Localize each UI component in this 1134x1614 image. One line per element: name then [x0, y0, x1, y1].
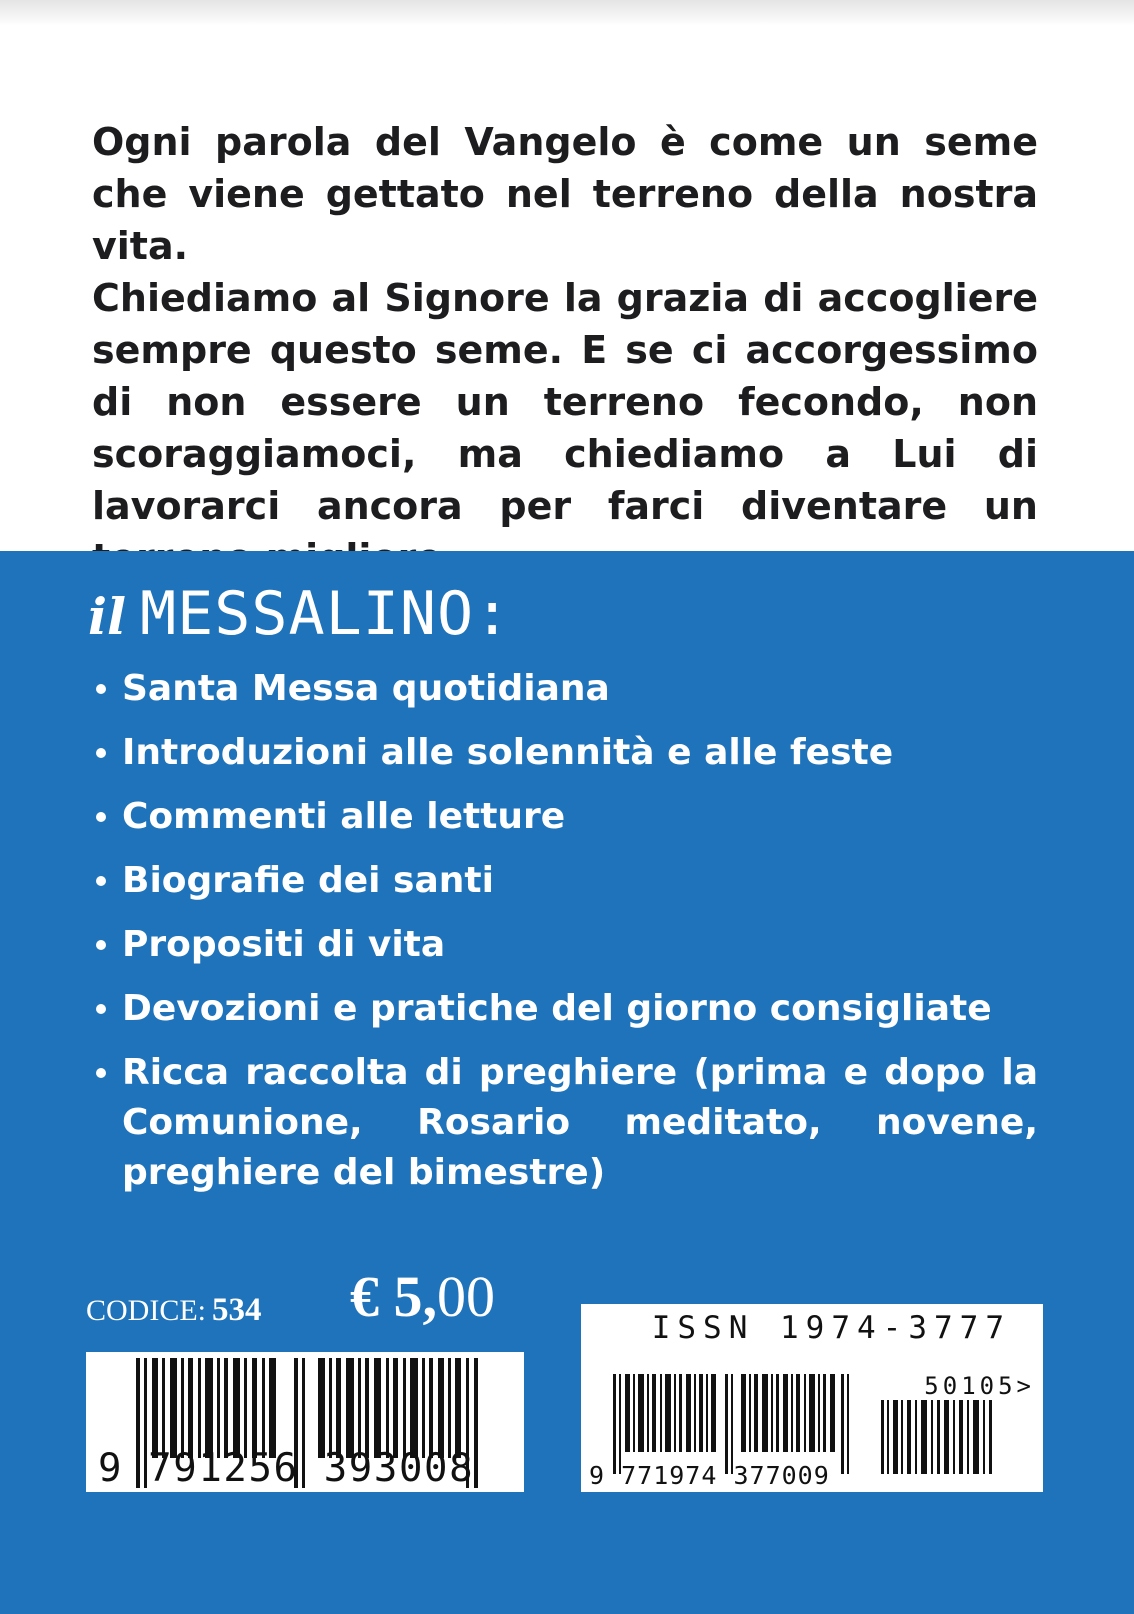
code-value: 534 [212, 1292, 262, 1328]
feature-item: Devozioni e pratiche del giorno consigliate [92, 984, 1038, 1034]
feature-item: Propositi di vita [92, 920, 1038, 970]
feature-item: Ricca raccolta di preghiere (prima e dopo la Comunione, Rosario meditato, novene, preghiere del bimestre) [92, 1048, 1038, 1198]
brand-name: MESSALINO: [140, 579, 512, 649]
price [350, 1264, 495, 1329]
issn-number: ISSN 1974-3777 [651, 1310, 1011, 1346]
feature-list [92, 664, 1038, 1212]
feature-item: Commenti alle letture [92, 792, 1038, 842]
quote-paragraph-1: Ogni parola del Vangelo è come un seme che viene gettato nel terreno della nostra vita. [92, 120, 1038, 268]
feature-item: Introduzioni alle solennità e alle feste [92, 728, 1038, 778]
feature-item: Biografie dei santi [92, 856, 1038, 906]
isbn-barcode [86, 1352, 524, 1492]
quote-paragraph-2: Chiediamo al Signore la grazia di accogliere sempre questo seme. E se ci accorgessimo di non essere un terreno fecondo, non scoraggiamoci, ma chiediamo a Lui di lavorarci ancora per farci diventare un [92, 276, 1038, 528]
top-shadow [0, 0, 1134, 26]
product-code [86, 1292, 262, 1329]
issn-barcode-digits: 9 771974 377009 [589, 1461, 830, 1490]
messalino-title [88, 579, 512, 649]
feature-item: Santa Messa quotidiana [92, 664, 1038, 714]
code-label: CODICE: [86, 1294, 206, 1327]
price-decimals: 00 [437, 1264, 495, 1329]
brand-prefix: il [88, 587, 126, 646]
issn-barcode [581, 1304, 1043, 1492]
isbn-digits: 9 791256 393008 [98, 1446, 475, 1491]
addon-digits: 50105> [924, 1372, 1035, 1400]
price-main: € 5, [350, 1264, 437, 1329]
